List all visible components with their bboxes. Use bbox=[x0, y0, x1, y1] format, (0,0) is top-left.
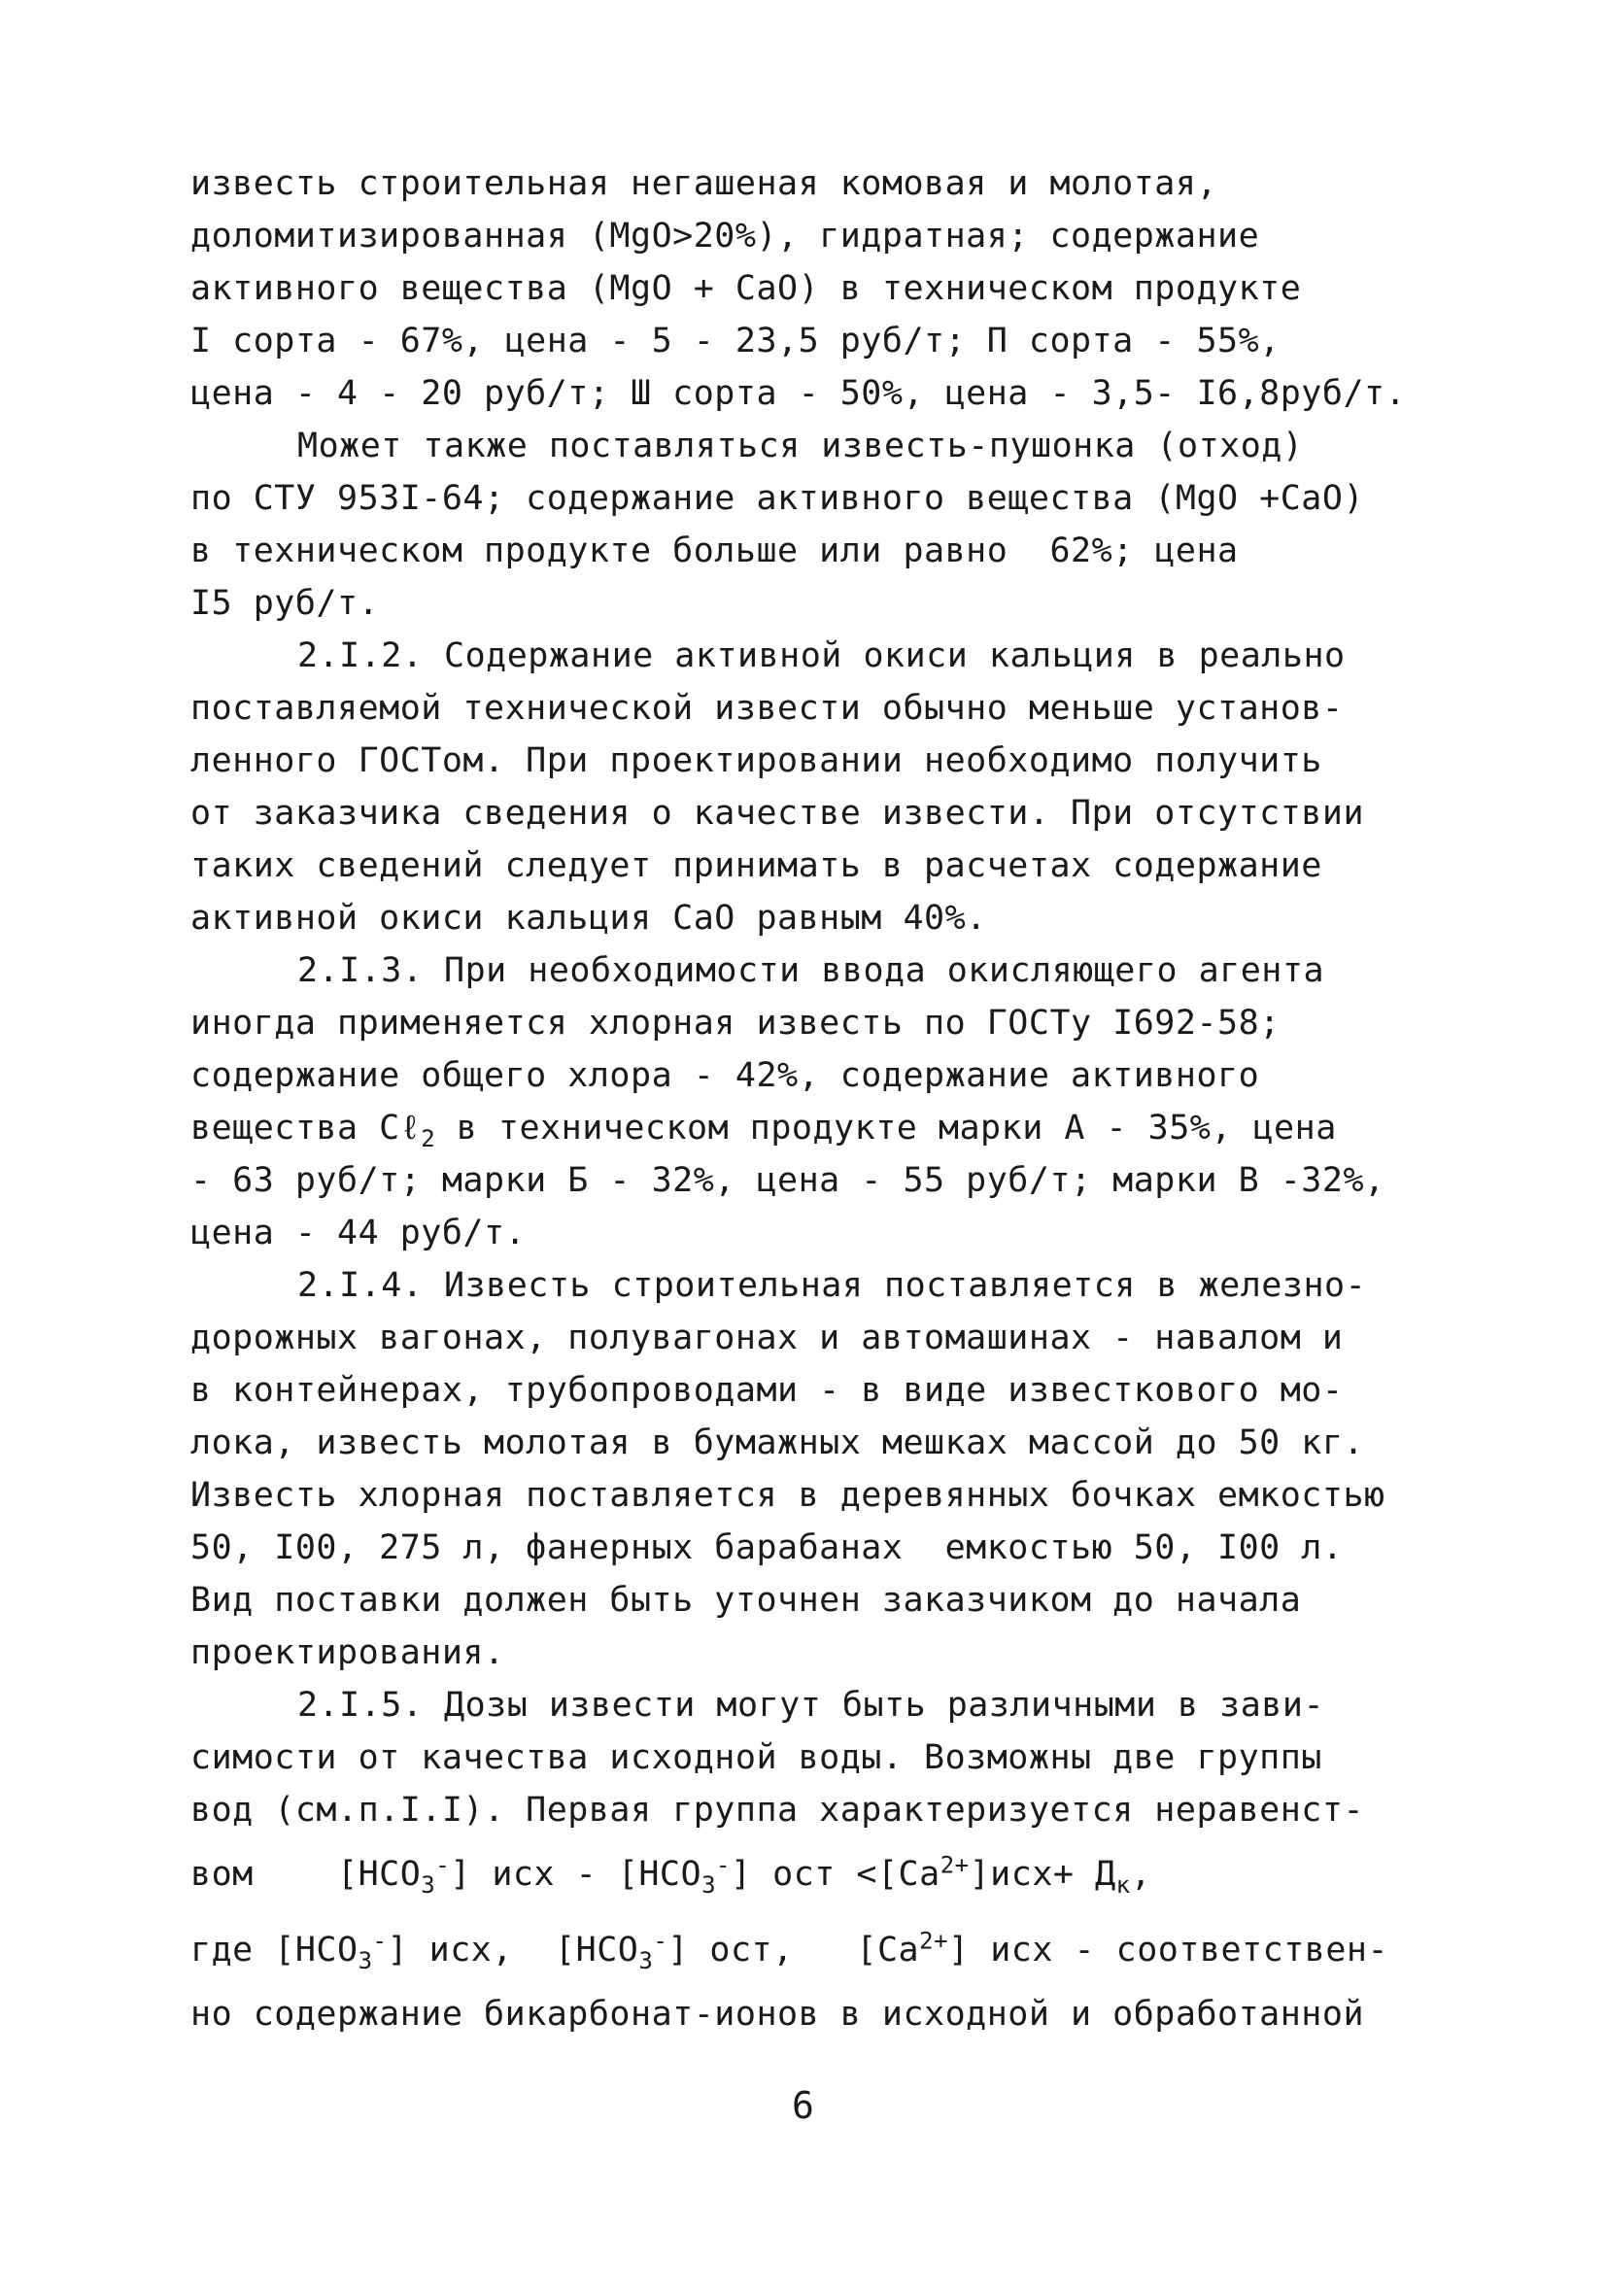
subscript: 2 bbox=[421, 1125, 436, 1152]
text-fragment: ] исх - соответствен- bbox=[948, 1931, 1389, 1970]
text-fragment: ]исх+ Д bbox=[969, 1855, 1116, 1894]
text-line bbox=[190, 1102, 1453, 1154]
text-fragment: ] ост, [Ca bbox=[667, 1931, 920, 1970]
text-fragment: в техническом продукте марки А - 35%, цена bbox=[435, 1109, 1337, 1148]
text-line: доломитизированная (MgO>20%), гидратная; содержание bbox=[190, 217, 1260, 256]
text-line: ленного ГОСТом. При проектировании необходимо получить bbox=[190, 741, 1322, 780]
text-line: 50, I00, 275 л, фанерных барабанах емкостью 50, I00 л. bbox=[190, 1528, 1344, 1567]
text-line: симости от качества исходной воды. Возможны две группы bbox=[190, 1738, 1322, 1777]
text-line: активной окиси кальция CaO равным 40%. bbox=[190, 899, 987, 938]
text-fragment: где [HCO bbox=[190, 1931, 359, 1970]
formula-line bbox=[190, 1836, 1453, 1912]
text-fragment: вещества Cℓ bbox=[190, 1109, 422, 1148]
text-line: известь строительная негашеная комовая и молотая, bbox=[190, 164, 1218, 203]
text-fragment: , bbox=[1130, 1855, 1152, 1894]
formula-line bbox=[190, 1912, 1453, 1988]
text-line: I сорта - 67%, цена - 5 - 23,5 руб/т; П сорта - 55%, bbox=[190, 322, 1281, 360]
text-line: 2.I.2. Содержание активной окиси кальция в реально bbox=[297, 636, 1346, 675]
text-line: I5 руб/т. bbox=[190, 584, 380, 623]
text-fragment: ] исх - [HCO bbox=[450, 1855, 702, 1894]
text-line: 2.I.5. Дозы извести могут быть различными в зави- bbox=[297, 1686, 1325, 1725]
text-line: Может также поставляться известь-пушонка (отход) bbox=[297, 427, 1304, 465]
text-line: вод (см.п.I.I). Первая группа характеризуется неравенст- bbox=[190, 1791, 1365, 1830]
text-line: от заказчика сведения о качестве извести. При отсутствии bbox=[190, 794, 1365, 833]
text-line: проектирования. bbox=[190, 1633, 505, 1672]
text-line: 2.I.4. Известь строительная поставляется в железно- bbox=[297, 1266, 1367, 1305]
text-line: содержание общего хлора - 42%, содержание активного bbox=[190, 1056, 1260, 1095]
text-line: но содержание бикарбонат-ионов в исходной и обработанной bbox=[190, 1995, 1365, 2034]
text-line: лока, известь молотая в бумажных мешках массой до 50 кг. bbox=[190, 1423, 1365, 1462]
text-line: таких сведений следует принимать в расчетах содержание bbox=[190, 846, 1322, 885]
subscript: 3 bbox=[358, 1947, 373, 1974]
text-line: дорожных вагонах, полувагонах и автомашинах - навалом и bbox=[190, 1319, 1344, 1357]
subscript: к bbox=[1115, 1871, 1131, 1899]
text-line: по СТУ 953I-64; содержание активного вещества (MgO +CaO) bbox=[190, 479, 1365, 518]
text-line: иногда применяется хлорная известь по ГОСТу I692-58; bbox=[190, 1004, 1281, 1043]
text-line: в контейнерах, трубопроводами - в виде известкового мо- bbox=[190, 1371, 1344, 1410]
text-line: цена - 4 - 20 руб/т; Ш сорта - 50%, цена - 3,5- I6,8руб/т. bbox=[190, 374, 1407, 413]
subscript: 3 bbox=[421, 1871, 436, 1899]
subscript: 3 bbox=[701, 1871, 717, 1899]
text-line: Известь хлорная поставляется в деревянных бочках емкостью bbox=[190, 1476, 1385, 1515]
superscript: 2+ bbox=[919, 1927, 949, 1955]
text-line: - 63 руб/т; марки Б - 32%, цена - 55 руб/т; марки В -32%, bbox=[190, 1161, 1385, 1200]
text-line: Вид поставки должен быть уточнен заказчиком до начала bbox=[190, 1581, 1302, 1620]
text-line: в техническом продукте больше или равно 62%; цена bbox=[190, 531, 1239, 570]
superscript: - bbox=[435, 1851, 451, 1879]
superscript: - bbox=[653, 1927, 668, 1955]
superscript: - bbox=[372, 1927, 388, 1955]
superscript: 2+ bbox=[940, 1851, 970, 1879]
page-number: 6 bbox=[792, 2084, 814, 2127]
text-fragment: вом [HCO bbox=[190, 1855, 422, 1894]
text-line: активного вещества (MgO + CaO) в техническом продукте bbox=[190, 269, 1302, 308]
superscript: - bbox=[716, 1851, 731, 1879]
text-line: 2.I.3. При необходимости ввода окисляющего агента bbox=[297, 951, 1325, 990]
text-fragment: ] исх, [HCO bbox=[387, 1931, 639, 1970]
body-text bbox=[190, 157, 1453, 2040]
text-line: поставляемой технической извести обычно меньше установ- bbox=[190, 689, 1344, 728]
text-line: цена - 44 руб/т. bbox=[190, 1214, 527, 1252]
subscript: 3 bbox=[638, 1947, 654, 1974]
text-fragment: ] ост <[Ca bbox=[730, 1855, 940, 1894]
